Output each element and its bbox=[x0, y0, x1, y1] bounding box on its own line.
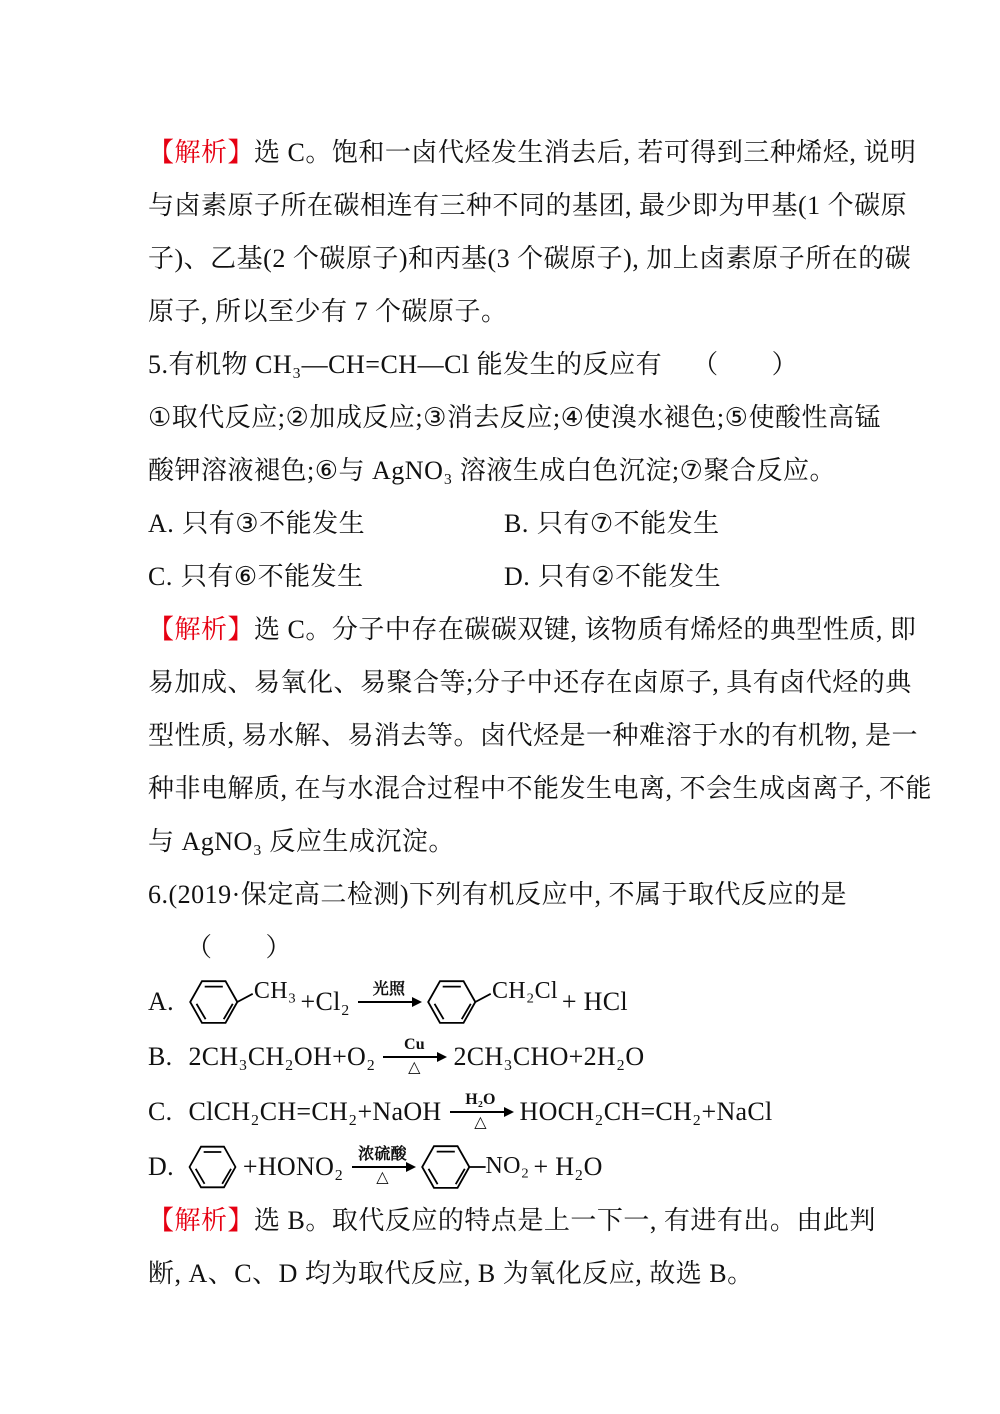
arrow-condition-below: △ bbox=[376, 1169, 389, 1186]
solution5-line-1 bbox=[148, 603, 917, 656]
analysis-tag: 【解析】 bbox=[148, 1206, 255, 1235]
reactants-formula: 2CH₃CH₂OH+O₂ bbox=[188, 1041, 376, 1071]
solution5-paragraph bbox=[148, 603, 933, 868]
solution5-line-3: 型性质, 易水解、易消去等。卤代烃是一种难溶于水的有机物, 是一 bbox=[148, 721, 919, 750]
q5-option-c bbox=[148, 550, 504, 603]
solution6-line-1 bbox=[148, 1194, 876, 1247]
q5-answer-bracket: （ ） bbox=[692, 350, 799, 379]
arrow-condition-above: 浓硫酸 bbox=[358, 1146, 407, 1163]
benzene-ring-icon bbox=[418, 1138, 488, 1196]
q6-option-d bbox=[148, 1139, 860, 1194]
solution5-line-5: 与 AgNO₃ 反应生成沉淀。 bbox=[148, 827, 455, 856]
solution4-line-4: 原子, 所以至少有 7 个碳原子。 bbox=[148, 297, 508, 326]
reaction-arrow bbox=[352, 1146, 414, 1187]
products-formula: HOCH₂CH=CH₂+NaCl bbox=[519, 1096, 773, 1126]
q5-items-line-2: 酸钾溶液褪色;⑥与 AgNO₃ 溶液生成白色沉淀;⑦聚合反应。 bbox=[148, 456, 836, 485]
products-formula: 2CH₃CHO+2H₂O bbox=[453, 1041, 645, 1071]
benzene-structure bbox=[186, 1138, 239, 1196]
q5-option-b-label: B. bbox=[504, 509, 529, 538]
question-5 bbox=[148, 338, 881, 603]
solution6-text-1: 选 B。取代反应的特点是上一下一, 有进有出。由此判 bbox=[254, 1206, 876, 1235]
solution5-line-4: 种非电解质, 在与水混合过程中不能发生电离, 不会生成卤离子, 不能 bbox=[148, 774, 933, 803]
substituent-label: NO₂ bbox=[485, 1153, 530, 1179]
benzyl-chloride-structure bbox=[424, 973, 558, 1031]
solution5-text-1: 选 C。分子中存在碳碳双键, 该物质有烯烃的典型性质, 即 bbox=[254, 615, 917, 644]
q5-items-line-1: ①取代反应;②加成反应;③消去反应;④使溴水褪色;⑤使酸性高锰 bbox=[148, 403, 881, 432]
q5-option-a-label: A. bbox=[148, 509, 175, 538]
arrow-condition-above: Cu bbox=[403, 1036, 426, 1053]
solution4-paragraph bbox=[148, 126, 917, 338]
toluene-structure bbox=[186, 973, 297, 1031]
reagent-formula: +HONO₂ bbox=[242, 1151, 344, 1181]
q5-option-d-text: 只有②不能发生 bbox=[538, 562, 722, 591]
reaction-arrow bbox=[358, 981, 420, 1022]
arrow-line-icon bbox=[358, 1001, 420, 1003]
reaction-arrow bbox=[383, 1036, 445, 1077]
benzene-ring-icon bbox=[186, 973, 256, 1031]
reactants-formula: ClCH₂CH=CH₂+NaOH bbox=[188, 1096, 442, 1126]
q5-stem-text: 5.有机物 CH₃—CH=CH—Cl 能发生的反应有 bbox=[148, 350, 663, 379]
reaction-arrow bbox=[450, 1091, 512, 1132]
q5-option-a bbox=[148, 497, 504, 550]
solution4-text-1: 选 C。饱和一卤代烃发生消去后, 若可得到三种烯烃, 说明 bbox=[254, 138, 917, 167]
solution6-paragraph bbox=[148, 1194, 876, 1300]
reagent-formula: +Cl₂ bbox=[300, 986, 350, 1016]
q5-options-row-2 bbox=[148, 550, 860, 603]
substituent-label: CH₂Cl bbox=[492, 978, 558, 1004]
q5-option-d-label: D. bbox=[504, 562, 531, 591]
q5-option-c-label: C. bbox=[148, 562, 173, 591]
substituent-label: CH₃ bbox=[253, 978, 297, 1004]
q6-option-d-label: D. bbox=[148, 1151, 174, 1181]
product-formula: + H₂O bbox=[533, 1151, 603, 1181]
arrow-condition-above: 光照 bbox=[372, 981, 406, 998]
analysis-tag: 【解析】 bbox=[148, 615, 255, 644]
q6-option-c-label: C. bbox=[148, 1096, 173, 1126]
solution4-line-2: 与卤素原子所在碳相连有三种不同的基团, 最少即为甲基(1 个碳原 bbox=[148, 191, 908, 220]
solution5-line-2: 易加成、易氧化、易聚合等;分子中还存在卤原子, 具有卤代烃的典 bbox=[148, 668, 912, 697]
arrow-line-icon bbox=[352, 1166, 414, 1168]
q5-stem bbox=[148, 338, 860, 391]
q6-option-b-label: B. bbox=[148, 1041, 173, 1071]
q5-option-d bbox=[504, 550, 860, 603]
q6-stem: 6.(2019·保定高二检测)下列有机反应中, 不属于取代反应的是 bbox=[148, 880, 847, 909]
benzene-ring-icon bbox=[424, 973, 494, 1031]
arrow-line-icon bbox=[383, 1056, 445, 1058]
arrow-condition-below: △ bbox=[408, 1059, 421, 1076]
q6-answer-bracket: （ ） bbox=[186, 933, 293, 962]
q5-option-b bbox=[504, 497, 860, 550]
arrow-condition-above: H₂O bbox=[465, 1091, 496, 1108]
analysis-tag: 【解析】 bbox=[148, 138, 255, 167]
arrow-condition-below: △ bbox=[474, 1114, 487, 1131]
q6-option-c bbox=[148, 1084, 860, 1139]
benzene-ring-icon bbox=[186, 1138, 239, 1196]
solution6-line-2: 断, A、C、D 均为取代反应, B 为氧化反应, 故选 B。 bbox=[148, 1259, 754, 1288]
q5-option-a-text: 只有③不能发生 bbox=[182, 509, 366, 538]
q6-option-b bbox=[148, 1029, 860, 1084]
q5-option-c-text: 只有⑥不能发生 bbox=[180, 562, 364, 591]
solution4-line-1 bbox=[148, 126, 917, 179]
question-6 bbox=[148, 868, 860, 1194]
product-formula: + HCl bbox=[561, 986, 628, 1016]
q6-option-a-label: A. bbox=[148, 986, 174, 1016]
q5-options-row-1 bbox=[148, 497, 860, 550]
arrow-line-icon bbox=[450, 1111, 512, 1113]
solution4-line-3: 子)、乙基(2 个碳原子)和丙基(3 个碳原子), 加上卤素原子所在的碳 bbox=[148, 244, 912, 273]
nitrobenzene-structure bbox=[418, 1138, 530, 1196]
q5-option-b-text: 只有⑦不能发生 bbox=[536, 509, 720, 538]
q6-option-a bbox=[148, 974, 860, 1029]
